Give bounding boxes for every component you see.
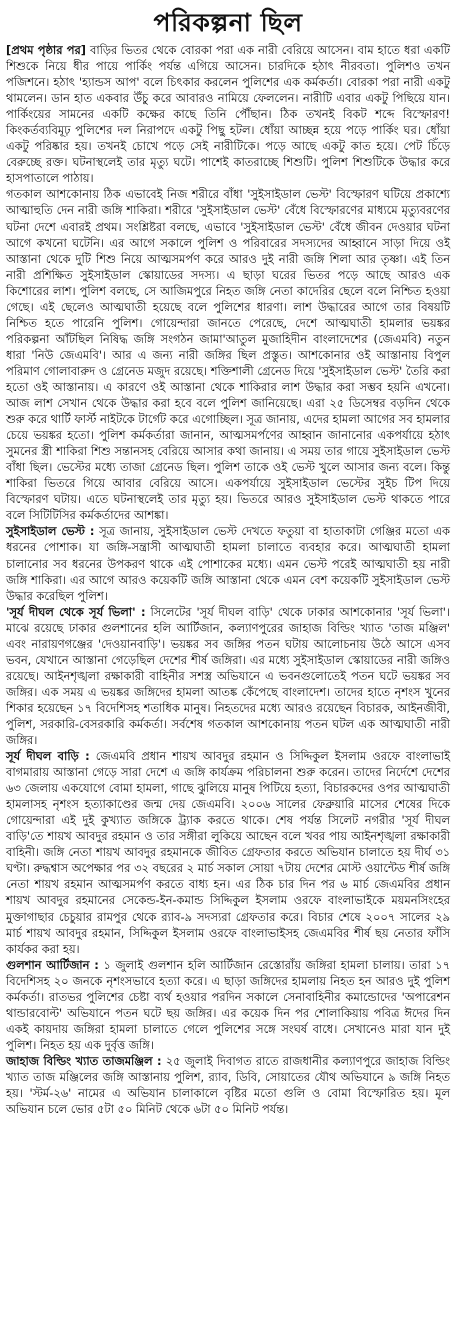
paragraph-suicidal-vest	[6, 523, 450, 603]
paragraph-intro	[6, 42, 450, 186]
paragraph-text: সূত্র জানায়, সুইসাইডাল ভেস্ট দেখতে ফতুয়া বা হাতাকাটা গেঞ্জির মতো এক ধরনের পোশাক। যা জঙ্গি-সন্ত্রাসী আত্মঘাতী হামলা চালাতে ব্যবহার করে। আত্মঘাতী হামলা চালানোর সব ধরনের উপকরণ থাকে এই পোশাকের মধ্যে। এমন ভেস্ট পরেই আত্মঘাতী হয় নারী জঙ্গি শাকিরা। এর আগে আরও কয়েকটি জঙ্গি আস্তানা থেকে এমন বেশ কয়েকটি সুইসাইডাল ভেস্ট উদ্ধার করেছিল পুলিশ।	[6, 524, 450, 603]
paragraph-text: গতকাল আশকোনায় ঠিক এভাবেই নিজ শরীরে বাঁধা 'সুইসাইডাল ভেস্ট' বিস্ফোরণ ঘটিয়ে প্রকাশ্যে আত্মাহুতি দেন নারী জঙ্গি শাকিরা। শরীরে 'সুইসাইডাল ভেস্ট' বেঁধে বিস্ফোরণের মাধ্যমে মৃত্যুবরণের ঘটনা দেশে এবারই প্রথম। সংশ্লিষ্টরা বলছে, এভাবে 'সুইসাইডাল ভেস্ট' বেঁধে জীবন দেওয়ার ঘটনা আগে কখনো ঘটেনি। এর আগে সকালে পুলিশ ও পরিবারের সদস্যদের আহ্বানে সাড়া দিয়ে ওই আস্তানা থেকে দুটি শিশু নিয়ে আত্মসমর্পণ করে আরও দুই নারী জঙ্গি শিলা আর তৃষ্ণা। এই তিন নারী প্রশিক্ষিত সুইসাইডাল স্কোয়াডের সদস্য। এ ছাড়া ঘরের ভিতর পড়ে আছে আরও এক কিশোরের লাশ। পুলিশ বলছে, সে আজিমপুরে নিহত জঙ্গি নেতা কাদেরির ছেলে বলে নিশ্চিত হওয়া গেছে। এই ছেলেও আত্মঘাতী হয়েছে বলে পুলিশের ধারণা। লাশ উদ্ধারের আগে তার বিষয়টি নিশ্চিত হতে পারেনি পুলিশ। গোয়েন্দারা জানতে পেরেছে, দেশে আত্মঘাতী হামলার ভয়ঙ্কর পরিকল্পনা আঁটছিল নিষিদ্ধ জঙ্গি সংগঠন জামা'আতুল মুজাহিদীন বাংলাদেশের (জেএমবি) নতুন ধারা 'নিউ জেএমবি'। আর এ জন্য নারী জঙ্গির ছিল প্রস্তুত। আশকোনার ওই আস্তানায় বিপুল পরিমাণ গোলাবারুদ ও গ্রেনেড মজুদ রয়েছে। শক্তিশালী গ্রেনেড দিয়ে 'সুইসাইডাল ভেস্ট' তৈরি করা হতো ওই আস্তানায়। এ কারণে ওই আস্তানা থেকে শাকিরার লাশ উদ্ধার করা সম্ভব হয়নি এখনো। আজ লাশ সেখান থেকে উদ্ধার করা হবে বলে পুলিশ জানিয়েছে। এরা ২৫ ডিসেম্বর বড়দিন থেকে শুরু করে থার্টি ফার্স্ট নাইটকে টার্গেট করে এগোচ্ছিল। সূত্র জানায়, এদের হামলা আগের সব হামলার চেয়ে ভয়ঙ্কর হতো। পুলিশ কর্মকর্তারা জানান, আত্মসমর্পণের আহ্বান জানানোর একপর্যায়ে হঠাৎ সুমনের স্ত্রী শাকিরা শিশু সন্তানসহ বেরিয়ে আসার কথা জানায়। এ সময় তার গায়ে সুইসাইডাল ভেস্ট বাঁধা ছিল। ভেস্টের মধ্যে তাজা গ্রেনেড ছিল। পুলিশ তাকে ওই ভেস্ট খুলে আসার জন্য বলে। কিন্তু শাকিরা ভিতরে গিয়ে আবার বেরিয়ে আসে। একপর্যায়ে সুইসাইডাল ভেস্টের সুইচ টিপ দিয়ে বিস্ফোরণ ঘটায়। এতে ঘটনাস্থলেই তার মৃত্যু হয়। ভিতরে আরও সুইসাইডাল ভেস্ট থাকতে পারে বলে সিটিটিসির কর্মকর্তাদের আশঙ্কা।	[6, 187, 450, 523]
paragraph-text: ১ জুলাই গুলশান হলি আর্টিজান রেস্তোরাঁয় জঙ্গিরা হামলা চালায়। তারা ১৭ বিদেশিসহ ২০ জনকে নৃশংসভাবে হত্যা করে। এ ছাড়া জঙ্গিদের হামলায় নিহত হন আরও দুই পুলিশ কর্মকর্তা। রাতভর পুলিশের চেষ্টা ব্যর্থ হওয়ার পরদিন সকালে সেনাবাহিনীর কমান্ডোদের 'অপারেশন থান্ডারবোল্ট' অভিযানে পতন ঘটে ছয় জঙ্গির। এর কয়েক দিন পর শোলাকিয়ায় পবিত্র ঈদের দিন একই কায়দায় জঙ্গিরা হামলা চালাতে গেলে পুলিশের সঙ্গে সংঘর্ষ বাধে। সেখানেও মারা যান দুই পুলিশ। নিহত হয় এক দুর্বৃত্ত জঙ্গি।	[6, 957, 450, 1052]
paragraph-main	[6, 186, 450, 523]
paragraph-surjo-dighal-bari	[6, 748, 450, 957]
paragraph-text: সিলেটের 'সূর্য দীঘল বাড়ি' থেকে ঢাকার আশকোনার 'সূর্য ভিলা'। মাঝে রয়েছে ঢাকার গুলশানের হলি আর্টিজান, কল্যাণপুরের জাহাজ বিল্ডিং খ্যাত 'তাজ মঞ্জিল' এবং নারায়ণগঞ্জের 'দেওয়ানবাড়ি'। ভয়ঙ্কর সব জঙ্গির পতন ঘটায় আলোচনায় উঠে আসে এসব ভবন, যেখানে আস্তানা গেড়েছিল দেশের শীর্ষ জঙ্গিরা। এর মধ্যে সুইসাইডাল স্কোয়াডের নারী জঙ্গিও রয়েছে। আইনশৃঙ্খলা রক্ষাকারী বাহিনীর সশস্ত্র অভিযানে এ ভবনগুলোতেই পতন ঘটে ভয়ঙ্কর সব জঙ্গির। এক সময় এ ভয়ঙ্কর জঙ্গিদের হামলা আতঙ্ক কেঁপেছে বাংলাদেশ। তাদের হাতে নৃশংস খুনের শিকার হয়েছেন ১৭ বিদেশিসহ শতাধিক মানুষ। নিহতদের মধ্যে আরও রয়েছেন বিচারক, আইনজীবী, পুলিশ, সরকারি-বেসরকারি কর্মকর্তা। সর্বশেষ গতকাল আশকোনায় পতন ঘটল এক আত্মঘাতী নারী জঙ্গির।	[6, 604, 450, 748]
subheading-surjo-dighal-bari: সূর্য দীঘল বাড়ি :	[6, 749, 90, 764]
paragraph-text: জেএমবি প্রধান শায়খ আবদুর রহমান ও সিদ্দিকুল ইসলাম ওরফে বাংলাভাই বাগমারায় আস্তানা গেড়ে সারা দেশে এ জঙ্গি কার্যক্রম পরিচালনা শুরু করেন। তাদের নির্দেশে দেশের ৬৩ জেলায় একযোগে বোমা হামলা, গাছে ঝুলিয়ে মানুষ পিটিয়ে হত্যা, বিচারকদের ওপর আত্মঘাতী হামলাসহ নৃশংস হত্যাকাণ্ডের জন্ম দেয় জেএমবি। ২০০৬ সালের ফেব্রুয়ারি মাসের শেষের দিকে গোয়েন্দারা এই দুই কুখ্যাত জঙ্গিকে ট্র্যাক করতে থাকে। শেষ পর্যন্ত সিলেট নগরীর 'সূর্য দীঘল বাড়ি'তে শায়খ আবদুর রহমান ও তার সঙ্গীরা লুকিয়ে আছেন বলে খবর পায় আইনশৃঙ্খলা রক্ষাকারী বাহিনী। জঙ্গি নেতা শায়খ আবদুর রহমানকে জীবিত গ্রেফতার করতে অভিযান চালাতে হয় দীর্ঘ ৩১ ঘণ্টা। রুদ্ধশ্বাস অপেক্ষার পর ৩২ বছরের ২ মার্চ সকাল সোয়া ৭টায় দেশের মোস্ট ওয়ান্টেড শীর্ষ জঙ্গি নেতা শায়খ রহমান আত্মসমর্পণ করতে বাধ্য হন। এর ঠিক চার দিন পর ৬ মার্চ জেএমবির প্রধান শায়খ আবদুর রহমানের সেকেন্ড-ইন-কমান্ড সিদ্দিকুল ইসলাম ওরফে বাংলাভাইকে ময়মনসিংহের মুক্তাগাছার চেচুয়ার রামপুর থেকে র‌্যাব-৯ সদস্যরা গ্রেফতার করে। বিচার শেষে ২০০৭ সালের ২৯ মার্চ শায়খ আবদুর রহমান, সিদ্দিকুল ইসলাম ওরফে বাংলাভাইসহ জেএমবির শীর্ষ ছয় নেতার ফাঁসি কার্যকর করা হয়।	[6, 749, 451, 956]
article-body	[6, 42, 450, 1117]
continued-from-tag: [প্রথম পৃষ্ঠার পর]	[6, 43, 86, 57]
subheading-suicidal-vest: সুইসাইডাল ভেস্ট :	[6, 524, 95, 539]
headline: পরিকল্পনা ছিল	[153, 8, 303, 37]
paragraph-surjo-dighal-to-villa	[6, 604, 450, 748]
subheading-taj-manzil: জাহাজ বিল্ডিং খ্যাত তাজমঞ্জিল :	[6, 1053, 162, 1068]
paragraph-text: বাড়ির ভিতর থেকে বোরকা পরা এক নারী বেরিয়ে আসেন। বাম হাতে ধরা একটি শিশুকে নিয়ে ধীর পায়ে পার্কিং পর্যন্ত এগিয়ে আসেন। চারদিকে হঠাৎ নীরবতা। পুলিশও তখন পজিশনে। হঠাৎ 'হ্যান্ডস আপ' বলে চিৎকার করলেন পুলিশের এক কর্মকর্তা। বোরকা পরা নারী একটু থামলেন। ডান হাত একবার উঁচু করে আবারও নামিয়ে ফেললেন। নারীটি এবার একটু পিছিয়ে যান। পার্কিংয়ের সামনের একটি কক্ষের কাছে তিনি পৌঁছান। ঠিক তখনই বিকট শব্দে বিস্ফোরণ! কিংকর্তব্যবিমূঢ় পুলিশের দল নিরাপদে একটু পিছু হটল। ধোঁয়া আচ্ছন্ন হয়ে পড়ে পার্কিং ঘর। ধোঁয়া একটু পরিষ্কার হয়। তখনই চোখে পড়ে সেই নারীটিকে। পড়ে আছে একটু কাত হয়ে। পেট চিঁড়ে বেরুচ্ছে রক্ত। ঘটনাস্থলেই তার মৃত্যু ঘটে। পাশেই কাতরাচ্ছে শিশুটি। পুলিশ শিশুটিকে উদ্ধার করে হাসপাতালে পাঠায়।	[6, 43, 450, 186]
subheading-gulshan-artisan: গুলশান আর্টিজান :	[6, 957, 99, 972]
paragraph-text: ২৫ জুলাই দিবাগত রাতে রাজধানীর কল্যাণপুরে জাহাজ বিল্ডিং খ্যাত তাজ মঞ্জিলের জঙ্গি আস্তানায় পুলিশ, র‌্যাব, ডিবি, সোয়াতের যৌথ অভিযানে ৯ জঙ্গি নিহত হয়। 'স্টর্ম-২৬' নামের এ অভিযান চালাকালে বৃষ্টির মতো গুলি ও বোমা বিস্ফোরিত হয়। মূল অভিযান চলে ভোর ৫টা ৫০ মিনিট থেকে ৬টা ৫০ মিনিট পর্যন্ত।	[6, 1053, 450, 1117]
subheading-surjo-dighal-to-villa: 'সূর্য দীঘল থেকে সূর্য ভিলা' :	[6, 604, 146, 619]
paragraph-gulshan-artisan	[6, 957, 450, 1053]
paragraph-taj-manzil	[6, 1053, 450, 1117]
